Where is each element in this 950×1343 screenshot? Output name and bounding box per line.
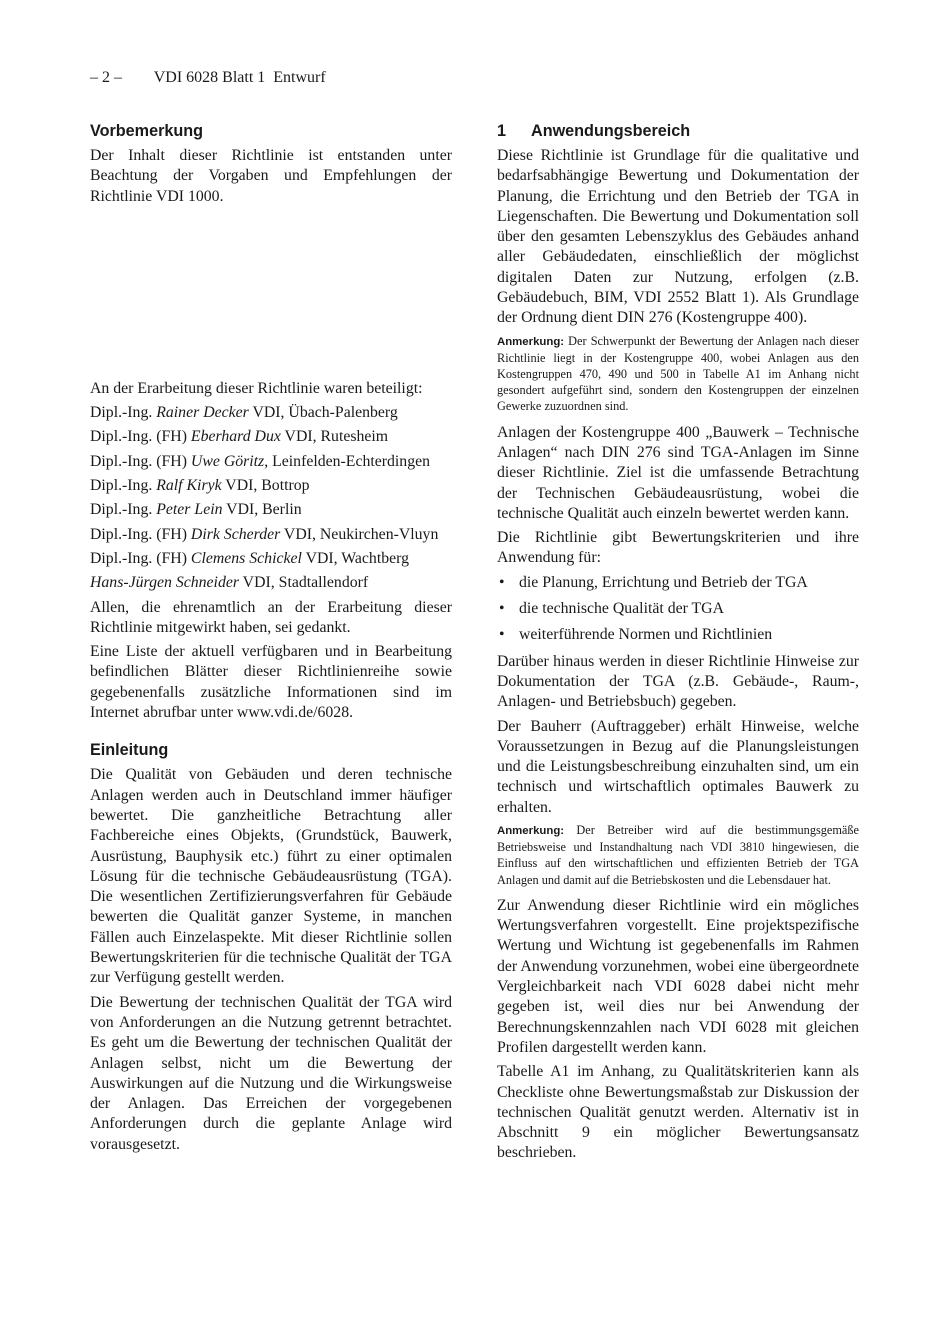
bullet-icon: • [499, 626, 505, 644]
blank-space [90, 211, 452, 379]
list-item: • weiterführende Normen und Richtlinien [497, 625, 859, 645]
contributor-item: Dipl.-Ing. Rainer Decker VDI, Übach-Palenberg [90, 404, 398, 422]
scope-paragraph-5: Der Bauherr (Auftraggeber) erhält Hinweise, welche Voraussetzungen in Bezug auf die Planungsleistungen und die Leistungsbeschreibung einzuhalten sind, um ein technisch und wirtschaftlich optimales Bauwerk zu erhalten. [497, 717, 859, 816]
page-header [90, 68, 326, 88]
contributor-item: Dipl.-Ing. (FH) Dirk Scherder VDI, Neukirchen-Vluyn [90, 525, 439, 543]
contributor-item: Dipl.-Ing. (FH) Uwe Göritz, Leinfelden-Echterdingen [90, 452, 431, 470]
einleitung-paragraph-2: Die Bewertung der technischen Qualität der TGA wird von Anforderungen an die Nutzung getrennt betrachtet. Es geht um die Bewertung der technischen Qualität der Anlagen selbst, nicht um die Bewertung der Auswirkungen auf die Nutzung und die Wirkungsweise der Anlagen. Das Erreichen der vorgegebenen Anforderungen durch die geplante Anlage wird vorausgesetzt. [90, 993, 452, 1153]
contributors-list [90, 403, 452, 593]
document-title: VDI 6028 Blatt 1 Entwurf [153, 69, 326, 86]
section-number: 1 [497, 122, 507, 140]
left-column [90, 121, 452, 1159]
contributors-intro: An der Erarbeitung dieser Richtlinie waren beteiligt: [90, 379, 423, 397]
contributor-item: Dipl.-Ing. (FH) Clemens Schickel VDI, Wachtberg [90, 549, 409, 567]
scope-paragraph-4: Darüber hinaus werden in dieser Richtlinie Hinweise zur Dokumentation der TGA (z.B. Gebäude-, Raum-, Anlagen- und Betriebsbuch) gegeben. [497, 652, 859, 711]
note-label: Anmerkung: [497, 825, 565, 838]
note-label: Anmerkung: [497, 335, 565, 348]
note-1 [497, 333, 859, 415]
note-2 [497, 822, 859, 888]
right-column [497, 121, 859, 1168]
list-item: • die technische Qualität der TGA [497, 599, 859, 619]
bullet-icon: • [499, 600, 505, 618]
note-text: Der Schwerpunkt der Bewertung der Anlagen nach dieser Richtlinie liegt in der Kostengruppe 400, wobei Anlagen aus den Kostengruppen 470, 490 und 500 in Tabelle A1 im Anhang nicht gesondert aufgeführt sind, sondern den Kostengruppen der einzelnen Gewerke zuzuordnen sind. [497, 333, 859, 414]
scope-paragraph-2: Anlagen der Kostengruppe 400 „Bauwerk – Technische Anlagen“ nach DIN 276 sind TGA-Anlagen im Sinne dieser Richtlinie. Ziel ist die umfassende Betrachtung der Technischen Gebäudeausrüstung, wobei die technische Qualität auch einzeln bewertet werden kann. [497, 423, 859, 522]
bullet-list [497, 573, 859, 646]
list-item: • die Planung, Errichtung und Betrieb der TGA [497, 573, 859, 593]
contributor-item: Dipl.-Ing. Ralf Kiryk VDI, Bottrop [90, 477, 310, 495]
bullet-icon: • [499, 573, 505, 591]
scope-paragraph-6: Zur Anwendung dieser Richtlinie wird ein mögliches Wertungsverfahren vorgestellt. Eine projektspezifische Wertung und Wichtung ist gegebenenfalls im Rahmen der Anwendung vorzunehmen, wobei eine übergeordnete Vergleichbarkeit nach VDI 6028 dabei nicht mehr gegeben ist, weil dies nur bei Anwendung der Berechnungskennzahlen nach VDI 6028 mit gleichen Profilen dargestellt werden kann. [497, 896, 859, 1056]
note-text: Der Betreiber wird auf die bestimmungsgemäße Betriebsweise und Instandhaltung nach VDI 3810 hingewiesen, die Einfluss auf den wirtschaftlichen und effizienten Betrieb der TGA Anlagen und damit auf die Betriebskosten und die Lebensdauer hat. [497, 823, 859, 887]
scope-paragraph-3: Die Richtlinie gibt Bewertungskriterien und ihre Anwendung für: [497, 529, 859, 567]
contributor-item: Dipl.-Ing. (FH) Eberhard Dux VDI, Rutesheim [90, 428, 389, 446]
section-heading [497, 121, 859, 141]
page-number: – 2 – [90, 69, 122, 86]
scope-paragraph-7: Tabelle A1 im Anhang, zu Qualitätskriterien kann als Checkliste ohne Bewertungsmaßstab zur Diskussion der technischen Qualität genutzt werden. Alternativ ist in Abschnitt 9 ein möglicher Bewertungsansatz beschrieben. [497, 1063, 859, 1162]
contributor-item: Hans-Jürgen Schneider VDI, Stadtallendorf [90, 574, 369, 592]
vorbemerkung-heading: Vorbemerkung [90, 122, 204, 140]
scope-paragraph-1: Diese Richtlinie ist Grundlage für die qualitative und bedarfsabhängige Bewertung und Dokumentation der Planung, die Errichtung und den Betrieb der TGA in Liegenschaften. Die Bewertung und Dokumentation soll über den gesamten Lebenszyklus des Gebäudes anhand aller Gebäudedaten, einschließlich der möglichst digitalen Daten zur Nutzung, erfolgen (z.B. Gebäudebuch, BIM, VDI 2552 Blatt 1). Als Grundlage der Ordnung dient DIN 276 (Kostengruppe 400). [497, 147, 859, 327]
list-info-text: Eine Liste der aktuell verfügbaren und in Bearbeitung befindlichen Blätter dieser Richtlinienreihe sowie gegebenenfalls zusätzliche Informationen sind im Internet abrufbar unter www.vdi.de/6028. [90, 643, 452, 722]
vorbemerkung-text: Der Inhalt dieser Richtlinie ist entstanden unter Beachtung der Vorgaben und Empfehlungen der Richtlinie VDI 1000. [90, 147, 452, 205]
thanks-text: Allen, die ehrenamtlich an der Erarbeitung dieser Richtlinie mitgewirkt haben, sei gedankt. [90, 598, 452, 636]
einleitung-heading: Einleitung [90, 741, 169, 760]
einleitung-paragraph-1: Die Qualität von Gebäuden und deren technische Anlagen werden auch in Deutschland immer häufiger bewertet. Die ganzheitliche Betrachtung aller Fachbereiche eines Objekts, (Grundstück, Bauwerk, Ausrüstung, Bauphysik etc.) führt zu einer optimalen Lösung für die technische Gebäudeausrüstung (TGA). Die wesentlichen Zertifizierungsverfahren für Gebäude bewerten die Qualität ganzer Systeme, in manchen Fällen auch Einzelaspekte. Mit dieser Richtlinie sollen Bewertungskriterien für die technische Qualität der TGA zur Verfügung gestellt werden. [90, 766, 452, 987]
section-title: Anwendungsbereich [531, 122, 691, 140]
contributor-item: Dipl.-Ing. Peter Lein VDI, Berlin [90, 501, 302, 519]
